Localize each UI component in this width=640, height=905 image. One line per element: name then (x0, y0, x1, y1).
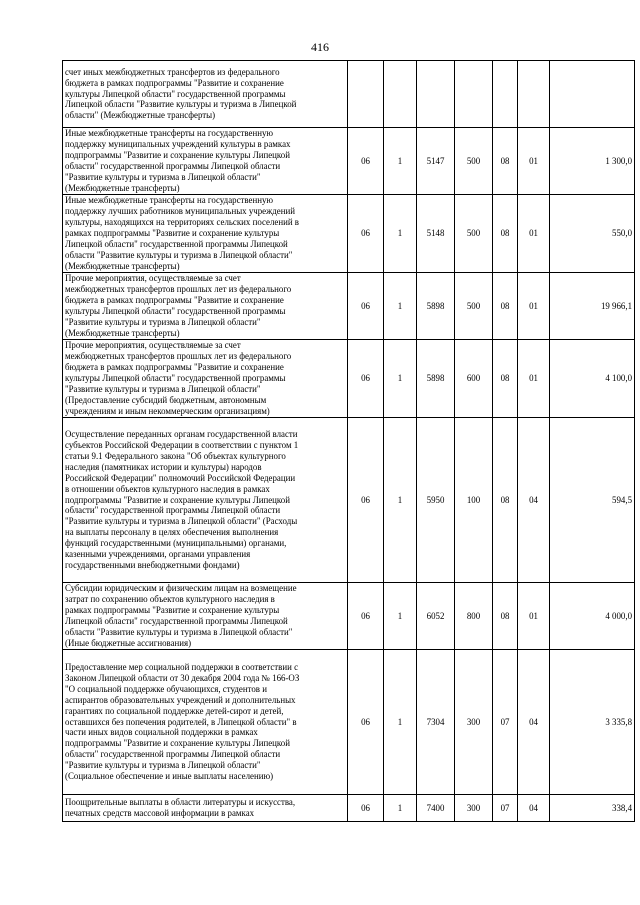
row-program-code: 06 (348, 650, 384, 795)
row-description: Субсидии юридическим и физическим лицам на возмещение затрат по сохранению объектов культурного наследия в рамках подпрограммы "Развитие и сохранение культуры Липецкой области" государственной программы Липецкой области "Развитие культуры и туризма в Липецкой области" (Иные бюджетные ассигнования) (63, 583, 348, 650)
row-subsection-code: 04 (518, 795, 550, 822)
row-expense-type-code: 500 (455, 273, 493, 340)
row-description: Иные межбюджетные трансферты на государственную поддержку лучших работников муниципальных учреждений культуры, находящихся на территориях сельских поселений в рамках подпрограммы "Развитие и сохранение культуры Липецкой области" государственной программы Липецкой области "Развитие культуры и туризма в Липецкой области" (Межбюджетные трансферты) (63, 195, 348, 273)
table-row (63, 128, 635, 195)
row-section-code: 07 (493, 650, 518, 795)
row-item-code: 5147 (417, 128, 455, 195)
row-amount (550, 61, 635, 128)
table-row (63, 273, 635, 340)
table-row (63, 650, 635, 795)
row-description: Прочие мероприятия, осуществляемые за счет межбюджетных трансфертов прошлых лет из федерального бюджета в рамках подпрограммы "Развитие и сохранение культуры Липецкой области" государственной программы "Развитие культуры и туризма в Липецкой области" (Предоставление субсидий бюджетным, автономным учреждениям и иным некоммерческим организациям) (63, 340, 348, 418)
row-section-code: 08 (493, 128, 518, 195)
row-subsection-code: 01 (518, 128, 550, 195)
row-subprogram-code: 1 (384, 340, 417, 418)
row-amount: 338,4 (550, 795, 635, 822)
row-program-code: 06 (348, 128, 384, 195)
row-section-code (493, 61, 518, 128)
budget-table (62, 60, 635, 822)
row-item-code: 7304 (417, 650, 455, 795)
row-section-code: 07 (493, 795, 518, 822)
row-description: Осуществление переданных органам государственной власти субъектов Российской Федерации в соответствии с пунктом 1 статьи 9.1 Федерального закона "Об объектах культурного наследия (памятниках истории и культуры) народов Российской Федерации" полномочий Российской Федерации в отношении объектов культурного наследия в рамках подпрограммы "Развитие и сохранение культуры Липецкой области" государственной программы Липецкой области "Развитие культуры и туризма в Липецкой области" (Расходы на выплаты персоналу в целях обеспечения выполнения функций государственными (муниципальными) органами, казенными учреждениями, органами управления государственными внебюджетными фондами) (63, 418, 348, 583)
row-subsection-code: 04 (518, 650, 550, 795)
row-item-code: 5898 (417, 273, 455, 340)
row-expense-type-code: 300 (455, 650, 493, 795)
row-amount: 4 000,0 (550, 583, 635, 650)
row-amount: 550,0 (550, 195, 635, 273)
row-subsection-code (518, 61, 550, 128)
row-program-code: 06 (348, 340, 384, 418)
row-subprogram-code: 1 (384, 650, 417, 795)
row-subsection-code: 01 (518, 340, 550, 418)
row-item-code: 6052 (417, 583, 455, 650)
row-amount: 3 335,8 (550, 650, 635, 795)
row-program-code: 06 (348, 195, 384, 273)
row-subsection-code: 01 (518, 195, 550, 273)
row-program-code: 06 (348, 795, 384, 822)
row-description: Иные межбюджетные трансферты на государственную поддержку муниципальных учреждений культуры в рамках подпрограммы "Развитие и сохранение культуры Липецкой области" государственной программы Липецкой области "Развитие культуры и туризма в Липецкой области" (Межбюджетные трансферты) (63, 128, 348, 195)
row-description: Предоставление мер социальной поддержки в соответствии с Законом Липецкой области от 30 декабря 2004 года № 166-ОЗ "О социальной поддержке обучающихся, студентов и аспирантов образовательных учреждений и дополнительных гарантиях по социальной поддержке детей-сирот и детей, оставшихся без попечения родителей, в Липецкой области" в части иных видов социальной поддержки в рамках подпрограммы "Развитие и сохранение культуры Липецкой области" государственной программы Липецкой области "Развитие культуры и туризма в Липецкой области" (Социальное обеспечение и иные выплаты населению) (63, 650, 348, 795)
row-item-code: 5950 (417, 418, 455, 583)
row-program-code: 06 (348, 583, 384, 650)
row-description: счет иных межбюджетных трансфертов из федерального бюджета в рамках подпрограммы "Развитие и сохранение культуры Липецкой области" государственной программы Липецкой области "Развитие культуры и туризма в Липецкой области" (Межбюджетные трансферты) (63, 61, 348, 128)
row-amount: 4 100,0 (550, 340, 635, 418)
row-section-code: 08 (493, 273, 518, 340)
table-row (63, 795, 635, 822)
row-section-code: 08 (493, 195, 518, 273)
row-subsection-code: 04 (518, 418, 550, 583)
row-subprogram-code: 1 (384, 418, 417, 583)
row-subprogram-code: 1 (384, 795, 417, 822)
row-expense-type-code: 500 (455, 128, 493, 195)
row-item-code: 7400 (417, 795, 455, 822)
page-number: 416 (311, 40, 329, 54)
row-item-code: 5148 (417, 195, 455, 273)
table-row (63, 195, 635, 273)
row-expense-type-code: 600 (455, 340, 493, 418)
row-expense-type-code: 300 (455, 795, 493, 822)
row-subprogram-code (384, 61, 417, 128)
budget-table-body (63, 61, 635, 822)
table-row (63, 61, 635, 128)
row-section-code: 08 (493, 340, 518, 418)
table-row (63, 340, 635, 418)
table-row (63, 583, 635, 650)
row-expense-type-code: 100 (455, 418, 493, 583)
row-section-code: 08 (493, 418, 518, 583)
row-amount: 594,5 (550, 418, 635, 583)
row-expense-type-code: 500 (455, 195, 493, 273)
row-subprogram-code: 1 (384, 128, 417, 195)
table-row (63, 418, 635, 583)
row-subprogram-code: 1 (384, 273, 417, 340)
row-subprogram-code: 1 (384, 583, 417, 650)
row-subprogram-code: 1 (384, 195, 417, 273)
row-program-code: 06 (348, 418, 384, 583)
row-item-code: 5898 (417, 340, 455, 418)
row-expense-type-code (455, 61, 493, 128)
row-description: Поощрительные выплаты в области литературы и искусства, печатных средств массовой информации в рамках (63, 795, 348, 822)
row-amount: 1 300,0 (550, 128, 635, 195)
row-program-code (348, 61, 384, 128)
row-description: Прочие мероприятия, осуществляемые за счет межбюджетных трансфертов прошлых лет из федерального бюджета в рамках подпрограммы "Развитие и сохранение культуры Липецкой области" государственной программы "Развитие культуры и туризма в Липецкой области" (Межбюджетные трансферты) (63, 273, 348, 340)
row-subsection-code: 01 (518, 583, 550, 650)
row-expense-type-code: 800 (455, 583, 493, 650)
row-section-code: 08 (493, 583, 518, 650)
row-program-code: 06 (348, 273, 384, 340)
row-subsection-code: 01 (518, 273, 550, 340)
row-item-code (417, 61, 455, 128)
row-amount: 19 966,1 (550, 273, 635, 340)
